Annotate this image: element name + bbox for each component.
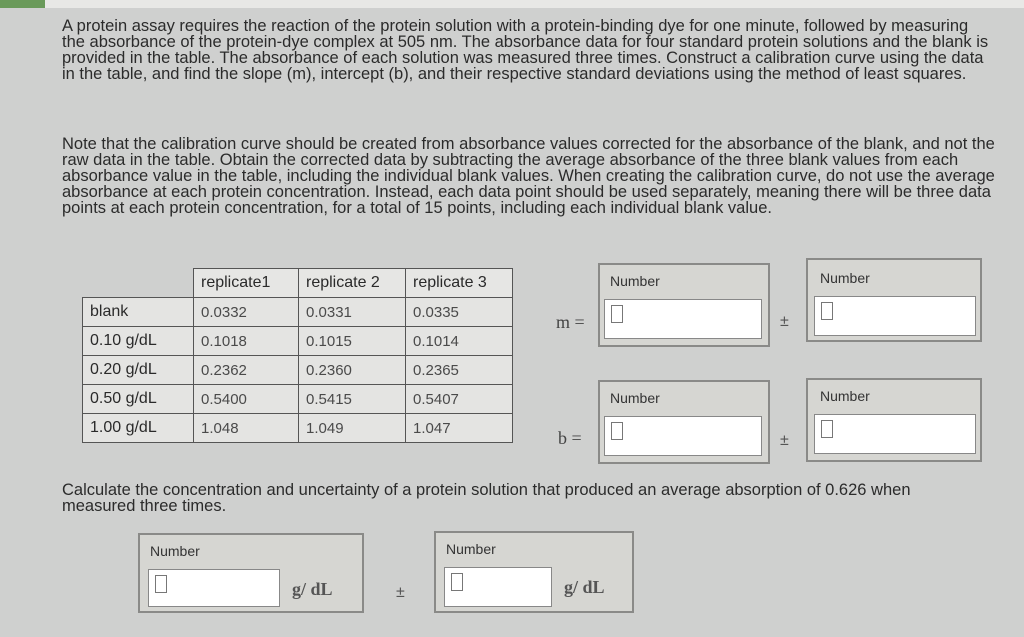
intro-paragraph-2: Note that the calibration curve should be created from absorbance values corrected for the absorbance of the blank, and not the raw data in the table. Obtain the corrected data by subtracting the average absorbance of the three blank values from each absorbance value in the table, including the individual blank values. When creating the calibration curve, do not use the average absorbance at each protein concentration. Instead, each data point should be used separately, meaning there will be three data points at each protein concentration, for a total of 15 points, including each individual blank value. bbox=[62, 135, 995, 217]
b-value-input[interactable] bbox=[604, 416, 762, 456]
table-cell: 0.2360 bbox=[299, 356, 406, 385]
absorbance-table bbox=[82, 268, 513, 443]
plus-minus-conc: ± bbox=[396, 584, 405, 601]
table-cell: 0.0331 bbox=[299, 298, 406, 327]
table-cell: 0.1014 bbox=[406, 327, 513, 356]
m-value-box bbox=[598, 263, 770, 347]
plus-minus-m: ± bbox=[780, 313, 789, 330]
table-row bbox=[83, 327, 513, 356]
table-cell: 0.5400 bbox=[194, 385, 299, 414]
progress-accent bbox=[0, 0, 45, 8]
table-cell: 1.049 bbox=[299, 414, 406, 443]
uncertainty-unit: g/ dL bbox=[564, 577, 605, 597]
header-replicate-3: replicate 3 bbox=[406, 269, 513, 298]
question-2-text: Calculate the concentration and uncertainty of a protein solution that produced an average absorption of 0.626 when measured three times. bbox=[62, 481, 911, 515]
row-label: 1.00 g/dL bbox=[83, 414, 194, 443]
table-row bbox=[83, 385, 513, 414]
m-sd-input[interactable] bbox=[814, 296, 976, 336]
number-label: Number bbox=[446, 541, 496, 557]
table-cell: 0.2362 bbox=[194, 356, 299, 385]
table-row bbox=[83, 414, 513, 443]
b-sd-input[interactable] bbox=[814, 414, 976, 454]
b-sd-box bbox=[806, 378, 982, 462]
row-label: 0.10 g/dL bbox=[83, 327, 194, 356]
uncertainty-input[interactable] bbox=[444, 567, 552, 607]
empty-entry-icon bbox=[821, 420, 833, 438]
empty-entry-icon bbox=[451, 573, 463, 591]
b-label: b = bbox=[558, 428, 582, 448]
empty-entry-icon bbox=[611, 422, 623, 440]
top-bar bbox=[0, 0, 1024, 8]
table-header-row bbox=[83, 269, 513, 298]
intro-paragraph-1: A protein assay requires the reaction of the protein solution with a protein-binding dye for one minute, followed by measuring the absorbance of the protein-dye complex at 505 nm. The absorbance data for four standard protein solutions and the blank is provided in the table. The absorbance of each solution was measured three times. Construct a calibration curve using the data in the table, and find the slope (m), intercept (b), and their respective standard deviations using the method of least squares. bbox=[62, 17, 989, 83]
m-sd-box bbox=[806, 258, 982, 342]
table-cell: 0.0335 bbox=[406, 298, 513, 327]
empty-entry-icon bbox=[155, 575, 167, 593]
header-replicate-2: replicate 2 bbox=[299, 269, 406, 298]
table-cell: 0.0332 bbox=[194, 298, 299, 327]
table-row bbox=[83, 298, 513, 327]
number-label: Number bbox=[820, 388, 870, 404]
row-label: blank bbox=[83, 298, 194, 327]
table-row bbox=[83, 356, 513, 385]
concentration-unit: g/ dL bbox=[292, 579, 333, 599]
number-label: Number bbox=[610, 273, 660, 289]
table-cell: 0.1015 bbox=[299, 327, 406, 356]
empty-entry-icon bbox=[611, 305, 623, 323]
table-cell: 0.5415 bbox=[299, 385, 406, 414]
plus-minus-b: ± bbox=[780, 432, 789, 449]
b-value-box bbox=[598, 380, 770, 464]
number-label: Number bbox=[820, 270, 870, 286]
header-replicate-1: replicate1 bbox=[194, 269, 299, 298]
number-label: Number bbox=[150, 543, 200, 559]
table-cell: 0.2365 bbox=[406, 356, 513, 385]
concentration-input[interactable] bbox=[148, 569, 280, 607]
table-cell: 0.1018 bbox=[194, 327, 299, 356]
m-label: m = bbox=[556, 312, 585, 332]
row-label: 0.50 g/dL bbox=[83, 385, 194, 414]
table-cell: 1.048 bbox=[194, 414, 299, 443]
concentration-box bbox=[138, 533, 364, 613]
uncertainty-box bbox=[434, 531, 634, 613]
table-corner bbox=[83, 269, 194, 298]
table-cell: 1.047 bbox=[406, 414, 513, 443]
row-label: 0.20 g/dL bbox=[83, 356, 194, 385]
empty-entry-icon bbox=[821, 302, 833, 320]
table-cell: 0.5407 bbox=[406, 385, 513, 414]
number-label: Number bbox=[610, 390, 660, 406]
m-value-input[interactable] bbox=[604, 299, 762, 339]
